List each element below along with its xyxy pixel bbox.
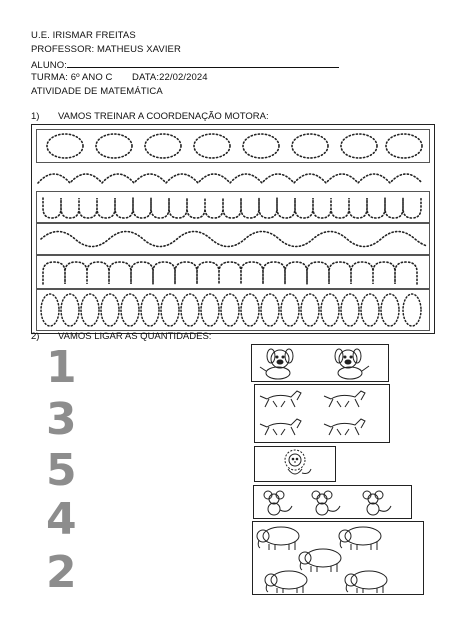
elephant-icon (265, 571, 307, 593)
student-name-blank[interactable] (67, 58, 339, 68)
trace-row-arches[interactable] (36, 163, 428, 189)
class-date-line (31, 72, 208, 83)
number-four[interactable]: 4 (46, 494, 77, 545)
elephant-icon (345, 571, 387, 593)
mouse-icon (264, 491, 292, 515)
picture-group-mice[interactable] (253, 485, 412, 519)
trace-row-u-shapes[interactable] (36, 191, 430, 223)
number-one[interactable]: 1 (46, 342, 77, 393)
question-1-text: VAMOS TREINAR A COORDENAÇÃO MOTORA: (58, 111, 269, 122)
date-label: DATA:22/02/2024 (132, 72, 208, 83)
picture-group-horses[interactable] (254, 384, 390, 443)
elephant-icon (299, 549, 341, 572)
mouse-icon (312, 491, 340, 515)
trace-row-circles[interactable] (36, 129, 430, 163)
dog-icon (335, 349, 369, 379)
trace-row-inverted-u[interactable] (36, 255, 430, 289)
horse-icon (260, 391, 301, 407)
number-three[interactable]: 3 (46, 394, 77, 445)
picture-group-lion[interactable] (254, 446, 336, 482)
dotted-u-shapes (37, 192, 429, 222)
tracing-worksheet (31, 124, 435, 334)
horse-icon (324, 419, 365, 435)
dotted-arches (36, 163, 428, 189)
dotted-waves (37, 224, 429, 254)
trace-row-ovals[interactable] (36, 289, 430, 331)
school-name: U.E. IRISMAR FREITAS (31, 30, 136, 41)
dog-icon (260, 349, 293, 379)
picture-group-dogs[interactable] (251, 344, 389, 382)
teacher-name: PROFESSOR: MATHEUS XAVIER (31, 44, 181, 55)
horse-icon (260, 419, 301, 435)
dotted-circles (37, 130, 429, 162)
dog-icons (252, 345, 388, 381)
student-line (31, 58, 339, 71)
picture-group-elephants[interactable] (252, 521, 424, 595)
mouse-icon (363, 491, 391, 515)
mouse-icons (254, 486, 411, 518)
number-two[interactable]: 2 (46, 547, 77, 598)
question-2-text: VAMOS LIGAR AS QUANTIDADES: (58, 331, 212, 342)
horse-icons (255, 385, 389, 442)
dotted-ovals (37, 290, 429, 330)
class-label: TURMA: 6º ANO C (31, 72, 113, 83)
question-1-number: 1) (31, 111, 40, 122)
trace-row-waves[interactable] (36, 223, 430, 255)
elephant-icon (339, 527, 381, 550)
student-label: ALUNO: (31, 60, 67, 71)
question-2-number: 2) (31, 331, 40, 342)
dotted-inverted-u (37, 256, 429, 288)
horse-icon (324, 391, 365, 407)
lion-icon (255, 447, 335, 481)
elephant-icons (253, 522, 423, 594)
activity-title: ATIVIDADE DE MATEMÁTICA (31, 86, 163, 97)
number-five[interactable]: 5 (46, 445, 77, 496)
elephant-icon (257, 527, 299, 550)
